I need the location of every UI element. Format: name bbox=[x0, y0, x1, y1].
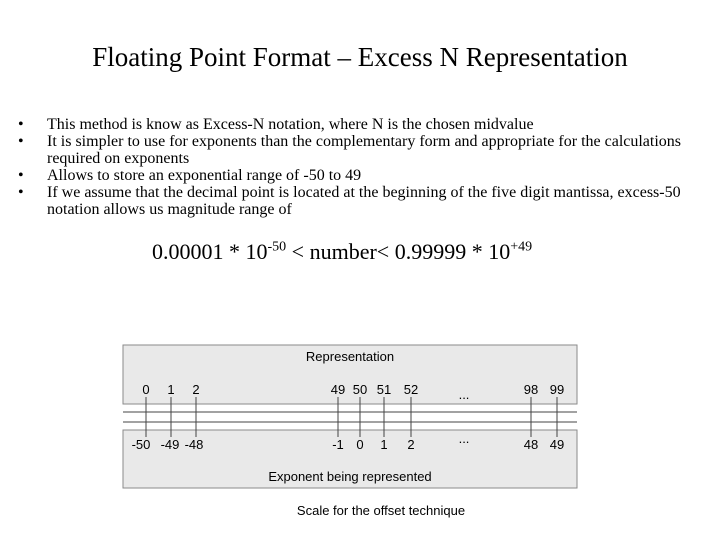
scale-value: -50 bbox=[131, 437, 151, 452]
bullet-dot: • bbox=[18, 184, 24, 201]
ellipsis: ... bbox=[458, 431, 470, 446]
bullet-text: It is simpler to use for exponents than the complementary form and appropriate for the calculations required on exponents bbox=[47, 133, 682, 167]
scale-value: 49 bbox=[330, 382, 346, 397]
bullet-text: If we assume that the decimal point is located at the beginning of the five digit mantissa, excess-50 notation allows us magnitude range of bbox=[47, 184, 681, 218]
scale-value: 2 bbox=[407, 437, 415, 452]
exponent-label: Exponent being represented bbox=[268, 469, 432, 484]
scale-value: 99 bbox=[549, 382, 565, 397]
bullet-dot: • bbox=[18, 116, 24, 133]
scale-value: 50 bbox=[352, 382, 368, 397]
scale-value: 1 bbox=[167, 382, 175, 397]
scale-value: 1 bbox=[380, 437, 388, 452]
diagram-caption: Scale for the offset technique bbox=[296, 503, 466, 518]
scale-value: 98 bbox=[523, 382, 539, 397]
scale-value: 2 bbox=[192, 382, 200, 397]
representation-label: Representation bbox=[305, 349, 395, 364]
bullet-dot: • bbox=[18, 167, 24, 184]
scale-value: -48 bbox=[184, 437, 204, 452]
scale-value: -49 bbox=[160, 437, 180, 452]
bullet-dot: • bbox=[18, 133, 24, 150]
bullet-text: This method is know as Excess-N notation, where N is the chosen midvalue bbox=[47, 116, 534, 133]
scale-value: 51 bbox=[376, 382, 392, 397]
scale-value: -1 bbox=[332, 437, 344, 452]
formula-exponent-2: +49 bbox=[510, 239, 533, 255]
scale-value: 49 bbox=[549, 437, 565, 452]
formula-part-2: < number< 0.99999 * 10 bbox=[286, 239, 511, 264]
slide-title: Floating Point Format – Excess N Representation bbox=[92, 42, 628, 72]
formula-part-1: 0.00001 * 10 bbox=[152, 239, 268, 264]
ellipsis: ... bbox=[458, 387, 470, 402]
scale-value: 48 bbox=[523, 437, 539, 452]
formula-exponent-1: -50 bbox=[267, 239, 287, 255]
scale-value: 0 bbox=[356, 437, 364, 452]
scale-value: 0 bbox=[142, 382, 150, 397]
scale-value: 52 bbox=[403, 382, 419, 397]
bullet-text: Allows to store an exponential range of -50 to 49 bbox=[47, 167, 362, 184]
